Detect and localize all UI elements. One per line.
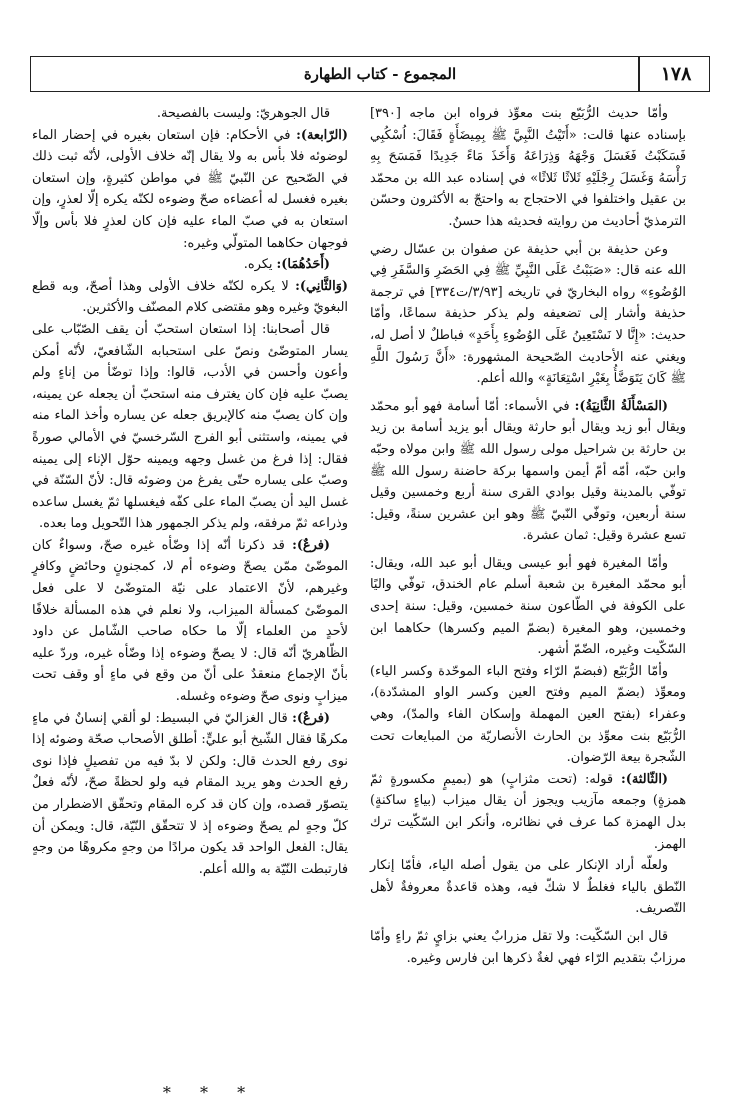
paragraph-branch-1 (32, 535, 348, 708)
section-heading-first-view: (أَحَدُهُمَا): (276, 257, 330, 273)
paragraph-ibn-sikkit: قال ابن السّكّيت: ولا تقل مزرابٌ يعني بزايٍ ثمّ راءٍ وأمّا مرزابٌ بتقديم الرّاء فهي لغةٌ ذكرها ابن فارس وغيره. (370, 928, 686, 966)
paragraph-second-view (32, 276, 348, 319)
paragraph-text: قوله: (تحت مثزابٍ) هو (بميمٍ مكسورةٍ ثمّ همزةٍ) وجمعه مآزيب ويجوز أن يقال ميزاب (بياءٍ ساكنةٍ) بدل الهمزة كما عرف في نظائره، وأنكر ابن السّكّيت ترك الهمز. (370, 771, 686, 852)
paragraph-jawhari: قال الجوهريّ: وليست بالفصيحة. (156, 106, 330, 121)
paragraph-text: قال الغزاليّ في البسيط: لو ألقي إنسانٌ في ماءٍ مكرهًا فقال الشّيخ أبو عليٍّ: أطلق الأصحاب صحّة وضوئه إذا نوى رفع الحدث قال: ولكن لا بدّ فيه من تفصيلٍ فإذا نوى رفع الحدث وهو يريد المقام فيه ولو لحظةً صحّ، لأنّه فعلٌ يتصوّر قصده، وإن كان قد كره المقام وتحقّق الاضطرار من كلّ وجهٍ لم يصحّ وضوءه إذ لا تتحقّق النّيّة، قال: ويمكن أن يقال: الفعل الواحد قد يكون مرادًا من وجهٍ مكروهًا من وجهٍ فارتبطت النّيّة به والله أعلم. (32, 710, 348, 877)
header-divider (638, 56, 640, 92)
paragraph-first-view (32, 254, 348, 276)
page-number: ١٧٨ (660, 63, 692, 85)
paragraph-branch-2 (32, 708, 348, 881)
right-column (370, 103, 686, 969)
paragraph-fourth-issue (32, 125, 348, 255)
paragraph-text: في الأحكام: فإن استعان بغيره في إحضار الماء لوضوئه فلا بأس به ولا يقال إنّه خلاف الأولى، لأنّه ثبت ذلك في الصّحيح عن النّبيّ ﷺ في مواطن كثيرةٍ، وإن استعان بغيره فغسل له أعضاءه صحّ وضوءه لكنّه يكره إلّا لعذرٍ، وإن استعان به في صبّ الماء عليه فإن كان لعذرٍ فلا بأس وإلّا فوجهان حكاهما المتولّي وغيره: (32, 127, 348, 251)
paragraph-safwan-hadith: وعن حذيفة بن أبي حذيفة عن صفوان بن عسّال رضي الله عنه قال: «صَبَبْتُ عَلَى النَّبِيِّ ﷺ فِي الحَضَرِ وَالسَّفَرِ فِي الوُضُوءِ» رواه البخاريّ في تاريخه [٣/٩٣/ت٣٣٤] في ترجمة حذيفة وأشار إلى تضعيفه ولم يذكر حذيفة سماعًا، وأمّا حديث: «إِنَّا لا نَسْتَعِينُ عَلَى الوُضُوءِ بِأَحَدٍ» فباطلٌ لا أصل له، ويغني عنه الأحاديث الصّحيحة المشهورة: «أَنَّ رَسُولَ اللَّهِ ﷺ كَانَ يَتَوَضَّأُ بِغَيْرِ اسْتِعَانَةٍ» والله أعلم. (370, 241, 687, 387)
end-asterisks: * * * (162, 1083, 258, 1102)
section-heading-second-view: (وَالثَّانِي): (295, 278, 348, 294)
section-heading-fourth: (الرّابعة): (296, 127, 348, 143)
paragraph-inkar: ولعلّه أراد الإنكار على من يقول أصله الياء، فأمّا إنكار النّطق بالياء فغلطٌ لا شكّ فيه، وهذه قاعدةٌ معروفةٌ لأهل التّصريف. (370, 858, 686, 917)
paragraph-rubayyi-hadith: وأمّا حديث الرُّبَيّع بنت معوِّذ فرواه ابن ماجه [٣٩٠] بإسناده عنها قالت: «أَتَيْتُ النَّبِيَّ ﷺ بِمِيضَأَةٍ فَقَالَ: اُسْكُبِي فَسَكَبْتُ فَغَسَلَ وَجْهَهُ وَذِرَاعَهُ وَأَخَذَ مَاءً جَدِيدًا فَمَسَحَ بِهِ رَأْسَهُ وَغَسَلَ رِجْلَيْهِ ثَلاثًا ثَلاثًا» في إسناده عبد الله بن محمّد بن عقيل واختلفوا في الاحتجاج به واحتجّ به الأكثرون وحسّن الترمذيّ أحاديث من روايته فحديثه هذا حسنٌ. (370, 106, 686, 229)
section-heading-branch-2: (فرعٌ): (292, 710, 330, 726)
paragraph-text: في الأسماء: أمّا أسامة فهو أبو محمّد ويقال أبو زيد ويقال أبو حارثة ويقال أبو يزيد أسامة بن زيد بن حارثة بن شراحيل مولى رسول الله ﷺ وابن مولاه وحبّه وابن حبّه، أمّه أمّ أيمن واسمها بركة حاضنة رسول الله ﷺ توفّي بالمدينة وقيل بوادي القرى سنة أربع وخمسين وقيل سنة أربعين، وتوفّي النّبيّ ﷺ وهو ابن عشرين سنةً، وقيل: تسع عشرة وقيل: ثمان عشرة. (370, 398, 686, 544)
section-heading-second: (المَسْأَلَةُ الثَّانِيَةُ): (574, 398, 669, 414)
paragraph-mughira: وأمّا المغيرة فهو أبو عيسى ويقال أبو عبد الله، ويقال: أبو محمّد المغيرة بن شعبة أسلم عام الخندق، توفّي واليًا على الكوفة في الطّاعون سنة خمسين، وقيل: سنة إحدى وخمسين، وهو المغيرة (بضمّ الميم وكسرها) حكاهما ابن السّكّيت وغيره، الضّمّ أشهر. (370, 555, 686, 658)
paragraph-text: لا يكره لكنّه خلاف الأولى وهذا أصحّ، وبه قطع البغويّ وغيره وهو مقتضى كلام المصنّف والأكثرين. (32, 278, 348, 316)
section-heading-third: (الثّالثة): (620, 771, 668, 787)
paragraph-text: يكره. (243, 257, 277, 273)
paragraph-rubayyi-names: وأمّا الرُّبَيّع (فبضمّ الرّاء وفتح الباء الموحّدة وكسر الياء) ومعوِّذ (بضمّ الميم وفتح العين وكسر الواو المشدّدة)، وعفراء (بفتح العين المهملة وإسكان الفاء والمدّ)، وهي الرُّبَيّع بنت معوِّذ بن الحارث الأنصاريّة من المبايعات تحت الشّجرة بيعة الرّضوان. (370, 663, 686, 766)
paragraph-third-issue (370, 769, 686, 855)
paragraph-ashab: قال أصحابنا: إذا استعان استحبّ أن يقف الصّبّاب على يسار المتوضّئ ونصّ على استحبابه الشّافعيّ، لأنّه أمكن وأعون وأحسن في الأدب، قالوا: وإذا توضّأ من إناءٍ ولم يصبّ عليه فإن كان يغترف منه استحبّ أن يجعله عن يمينه، وإن كان يصبّ منه كالإبريق جعله عن يساره وأخذ الماء منه في يمينه، واستثنى أبو الفرج السّرخسيّ في الأمالي صورةً فقال: إذا فرغ من غسل وجهه ويمينه حوّل الإناء إلى يمينه وصبّ على يساره حتّى يفرغ من وضوئه قال: لأنّ السّنّة في غسل اليد أن يصبّ الماء على كفّه فيغسلها ثمّ يغسل ساعده وذراعه ثمّ مرفقه، ولم يذكر الجمهور هذا التّحويل وما بعده. (32, 321, 348, 532)
paragraph-second-issue (370, 396, 686, 547)
section-heading-branch-1: (فرعٌ): (292, 537, 330, 553)
left-column (32, 103, 348, 880)
running-title: المجموع - كتاب الطهارة (303, 65, 457, 83)
paragraph-text: قد ذكرنا أنّه إذا وضّأه غيره صحّ، وسواءٌ كان الموضّئ ممّن يصحّ وضوءه أم لا، كمجنونٍ وحائضٍ وكافرٍ وغيرهم، لأنّ الاعتماد على نيّة المتوضّئ لا على فعل الموضّئ كمسألة الميزاب، ولا نعلم في هذه المسألة خلافًا لأحدٍ من العلماء إلّا ما حكاه صاحب الشّامل عن داود الظّاهريّ أنّه قال: لا يصحّ وضوءه إذا وضّأه غيره، وردّ عليه بأنّ الإجماع منعقدٌ على أنّ من وقع في ماءٍ أو وقف تحت ميزابٍ ونوى صحّ وضوءه وغسله. (32, 537, 348, 705)
